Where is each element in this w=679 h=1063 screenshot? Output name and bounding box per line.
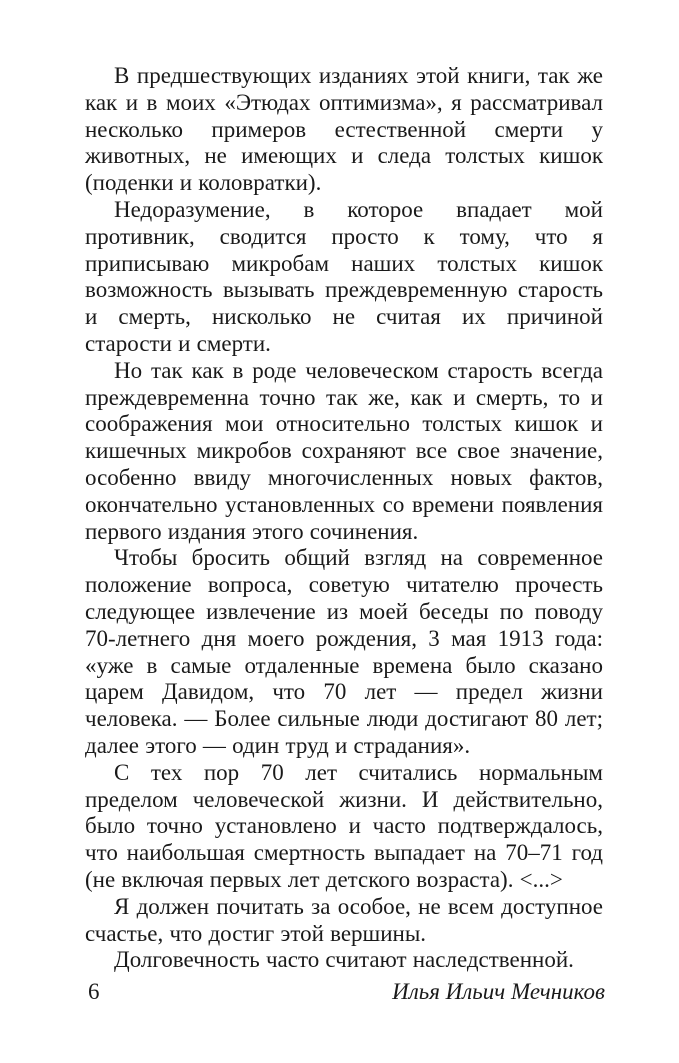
paragraph: Я должен почитать за особое, не всем доступное счастье, что достиг этой вершины. bbox=[85, 893, 603, 946]
paragraph: Недоразумение, в которое впадает мой противник, сводится просто к тому, что я приписываю микробам наших толстых кишок возможность вызывать преждевременную старость и смерть, нисколько не считая их причиной старости и смерти. bbox=[85, 196, 603, 356]
running-author-name: Илья Ильич Мечников bbox=[392, 979, 605, 1004]
paragraph: С тех пор 70 лет считались нормальным пределом человеческой жизни. И действительно, было точно установлено и часто подтверждалось, что наибольшая смертность выпадает на 70–71 год (не включая первых лет детского возраста). <...> bbox=[85, 759, 603, 892]
paragraph: Долговечность часто считают наследственной. bbox=[114, 947, 574, 973]
page-number: 6 bbox=[88, 979, 100, 1004]
paragraph: В предшествующих изданиях этой книги, так же как и в моих «Этюдах оптимизма», я рассматривал несколько примеров естественной смерти у животных, не имеющих и следа толстых кишок (поденки и коловратки). bbox=[85, 63, 603, 196]
page-footer bbox=[88, 978, 605, 1005]
text-block bbox=[85, 63, 603, 974]
paragraph: Но так как в роде человеческом старость всегда преждевременна точно так же, как и смерть, то и соображения мои относительно толстых кишок и кишечных микробов сохраняют все свое значение, особенно ввиду многочисленных новых фактов, окончательно установленных со времени появления первого издания этого сочинения. bbox=[85, 357, 603, 544]
paragraph: Чтобы бросить общий взгляд на современное положение вопроса, советую читателю прочесть следующее извлечение из моей беседы по поводу 70-летнего дня моего рождения, 3 мая 1913 года: «уже в самые отдаленные времена было сказано царем Давидом, что 70 лет — предел жизни человека. — Более сильные люди достигают 80 лет; далее этого — один труд и страдания». bbox=[85, 545, 603, 758]
